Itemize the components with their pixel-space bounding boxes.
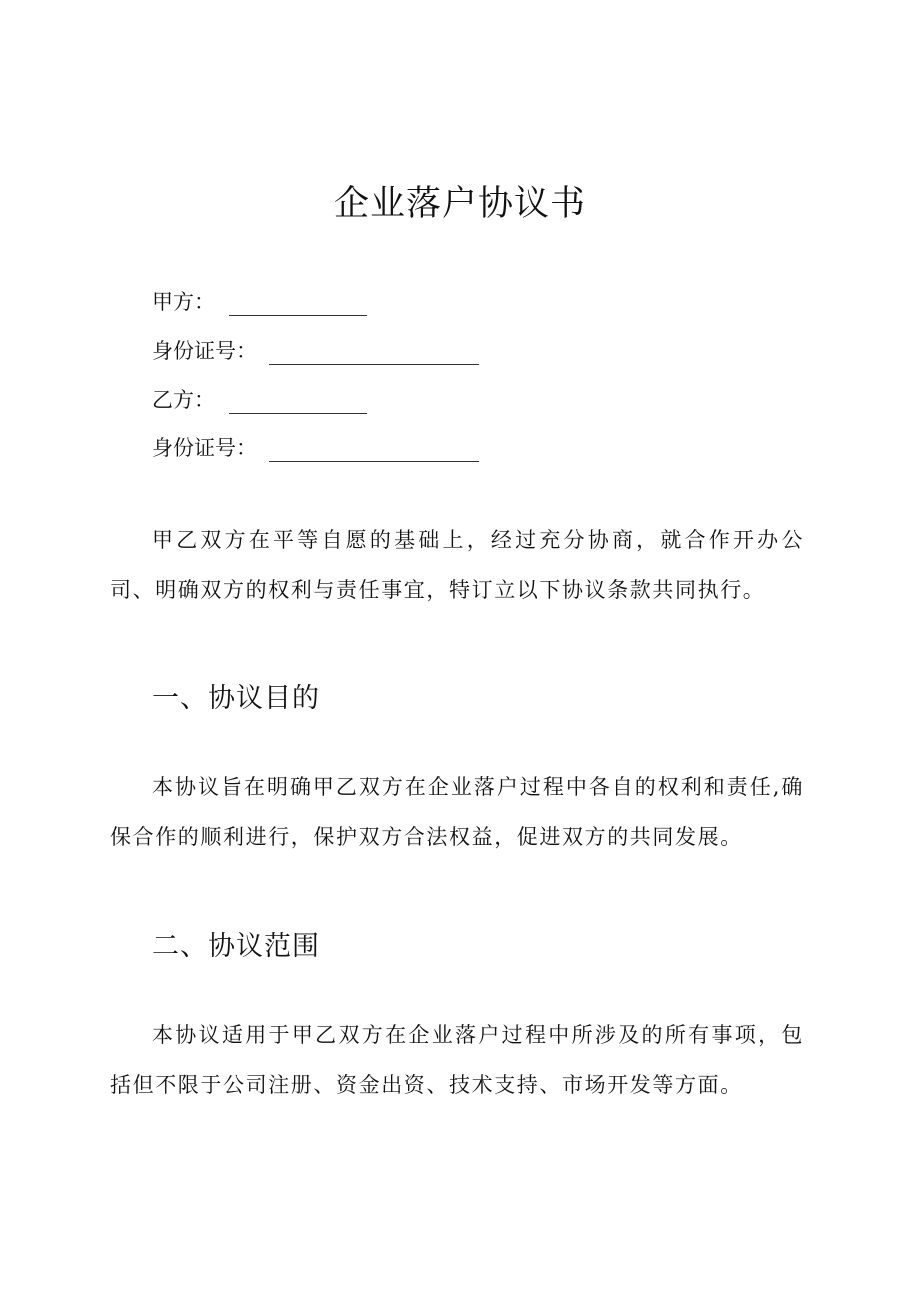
section-body-scope: 本协议适用于甲乙双方在企业落户过程中所涉及的所有事项，包括但不限于公司注册、资金出资、技术支持、市场开发等方面。 — [110, 1023, 804, 1097]
document-title: 企业落户协议书 — [333, 184, 586, 224]
party-a-id-field — [152, 335, 479, 365]
party-b-id-blank-line — [269, 439, 479, 462]
party-a-label: 甲方： — [152, 290, 215, 314]
section-heading-scope: 二、协议范围 — [152, 931, 320, 962]
party-a-id-blank-line — [269, 342, 479, 365]
intro-paragraph: 甲乙双方在平等自愿的基础上，经过充分协商，就合作开办公司、明确双方的权利与责任事宜，特订立以下协议条款共同执行。 — [110, 528, 804, 602]
section-heading-purpose: 一、协议目的 — [152, 683, 320, 714]
party-b-blank-line — [229, 391, 367, 414]
party-b-id-label: 身份证号： — [152, 436, 257, 460]
party-a-blank-line — [229, 293, 367, 316]
section-body-purpose: 本协议旨在明确甲乙双方在企业落户过程中各自的权利和责任,确保合作的顺利进行，保护双方合法权益，促进双方的共同发展。 — [110, 775, 804, 849]
party-b-id-field — [152, 432, 479, 462]
party-a-field — [152, 286, 367, 316]
party-a-id-label: 身份证号： — [152, 339, 257, 363]
party-b-field — [152, 384, 367, 414]
party-b-label: 乙方： — [152, 388, 215, 412]
